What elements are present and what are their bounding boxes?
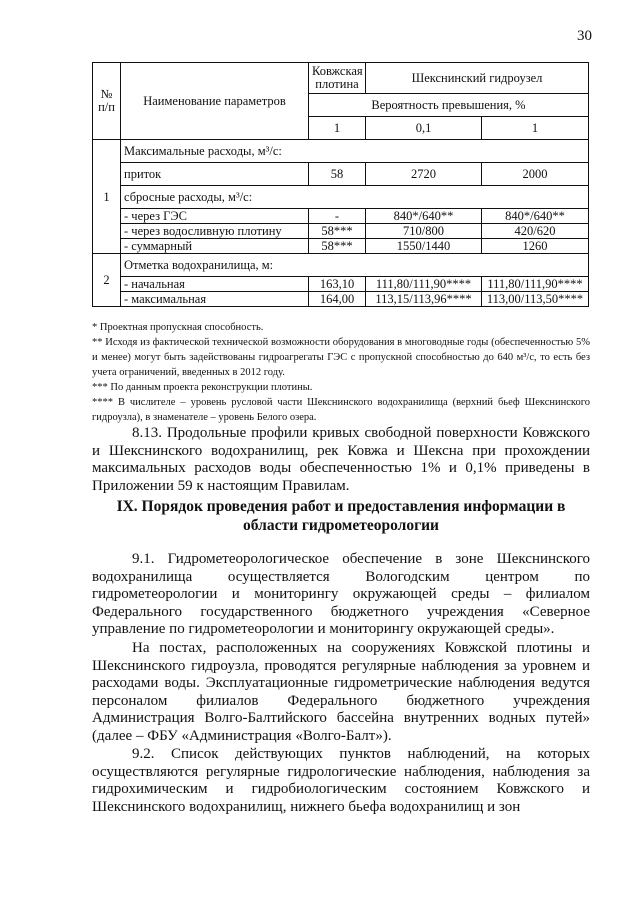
cell-value: 111,80/111,90**** [366,277,482,292]
prob-value: 1 [309,117,366,140]
group-number: 1 [93,140,121,254]
cell-value: - [309,209,366,224]
row-label: приток [121,163,309,186]
cell-value: 420/620 [482,224,589,239]
cell-value: 164,00 [309,292,366,307]
footnote: ** Исходя из фактической технической возможности оборудования в многоводные годы (обеспеченностью 5% и менее) могут быть задействованы гидроагрегаты ГЭС с пропускной способностью до 640 м³/с, то есть без учета ограничений, введенных в 2012 году. [92,337,590,378]
table-row [93,239,589,254]
row-label: - максимальная [121,292,309,307]
row-level: Отметка водохранилища, м: [121,254,589,277]
row-discharge: сбросные расходы, м³/с: [121,186,589,209]
header-sheksna-hydro: Шекснинский гидроузел [366,63,589,94]
row-label: - начальная [121,277,309,292]
table-row [93,163,589,186]
row-max-flow: Максимальные расходы, м³/с: [121,140,589,163]
cell-value: 840*/640** [366,209,482,224]
paragraph-9-2: 9.2. Список действующих пунктов наблюдений, на которых осуществляются регулярные гидрологические наблюдения, наблюдения за гидрохимическим и гидробиологическим состоянием Ковжского и Шекснинского водохранилищ, нижнего бьефа водохранилищ и зон [92,746,590,815]
prob-value: 1 [482,117,589,140]
cell-value: 1550/1440 [366,239,482,254]
cell-value: 58*** [309,239,366,254]
cell-value: 58 [309,163,366,186]
paragraph-9-1: 9.1. Гидрометеорологическое обеспечение в зоне Шекснинского водохранилища осуществляется Вологодским центром по гидрометеорологии и мониторингу окружающей среды – филиалом Федерального государственного бюджетного учреждения «Северное управление по гидрометеорологии и мониторингу окружающей среды». [92,551,590,638]
table-row [93,277,589,292]
group-number: 2 [93,254,121,307]
table-footnotes [92,320,590,425]
cell-value: 2720 [366,163,482,186]
cell-value: 1260 [482,239,589,254]
header-parameter-name: Наименование параметров [121,63,309,140]
cell-value: 113,15/113,96**** [366,292,482,307]
footnote: *** По данным проекта реконструкции плотины. [92,382,313,393]
header-probability: Вероятность превышения, % [309,94,589,117]
paragraph-8-13: 8.13. Продольные профили кривых свободной поверхности Ковжского и Шекснинского водохранилищ, рек Ковжа и Шексна при прохождении максимальных расходов воды обеспеченностью 1% и 0,1% приведены в Приложении 59 к настоящим Правилам. [92,425,590,494]
table-row [93,209,589,224]
section-heading: IX. Порядок проведения работ и предоставления информации в области гидрометеорологии [116,498,566,534]
cell-value: 840*/640** [482,209,589,224]
cell-value: 111,80/111,90**** [482,277,589,292]
prob-value: 0,1 [366,117,482,140]
row-label: - суммарный [121,239,309,254]
cell-value: 710/800 [366,224,482,239]
header-kovzha-dam: Ковжская плотина [309,63,366,94]
paragraph-posts: На постах, расположенных на сооружениях Ковжской плотины и Шекснинского гидроузла, проводятся регулярные наблюдения за уровнем и расходами воды. Эксплуатационные гидрометрические наблюдения ведутся персоналом филиалов Федерального бюджетного учреждения Администрация Волго-Балтийского бассейна внутренних водных путей» (далее – ФБУ «Администрация «Волго-Балт»). [92,640,590,744]
cell-value: 58*** [309,224,366,239]
row-label: - через ГЭС [121,209,309,224]
cell-value: 163,10 [309,277,366,292]
parameters-table [92,62,589,307]
cell-value: 113,00/113,50**** [482,292,589,307]
page-number: 30 [577,28,592,44]
footnote: * Проектная пропускная способность. [92,322,264,333]
table-row [93,292,589,307]
table-row [93,224,589,239]
header-number: № п/п [93,63,121,140]
row-label: - через водосливную плотину [121,224,309,239]
cell-value: 2000 [482,163,589,186]
footnote: **** В числителе – уровень русловой части Шекснинского водохранилища (верхний бьеф Шекснинского гидроузла), в знаменателе – уровень Белого озера. [92,397,590,423]
